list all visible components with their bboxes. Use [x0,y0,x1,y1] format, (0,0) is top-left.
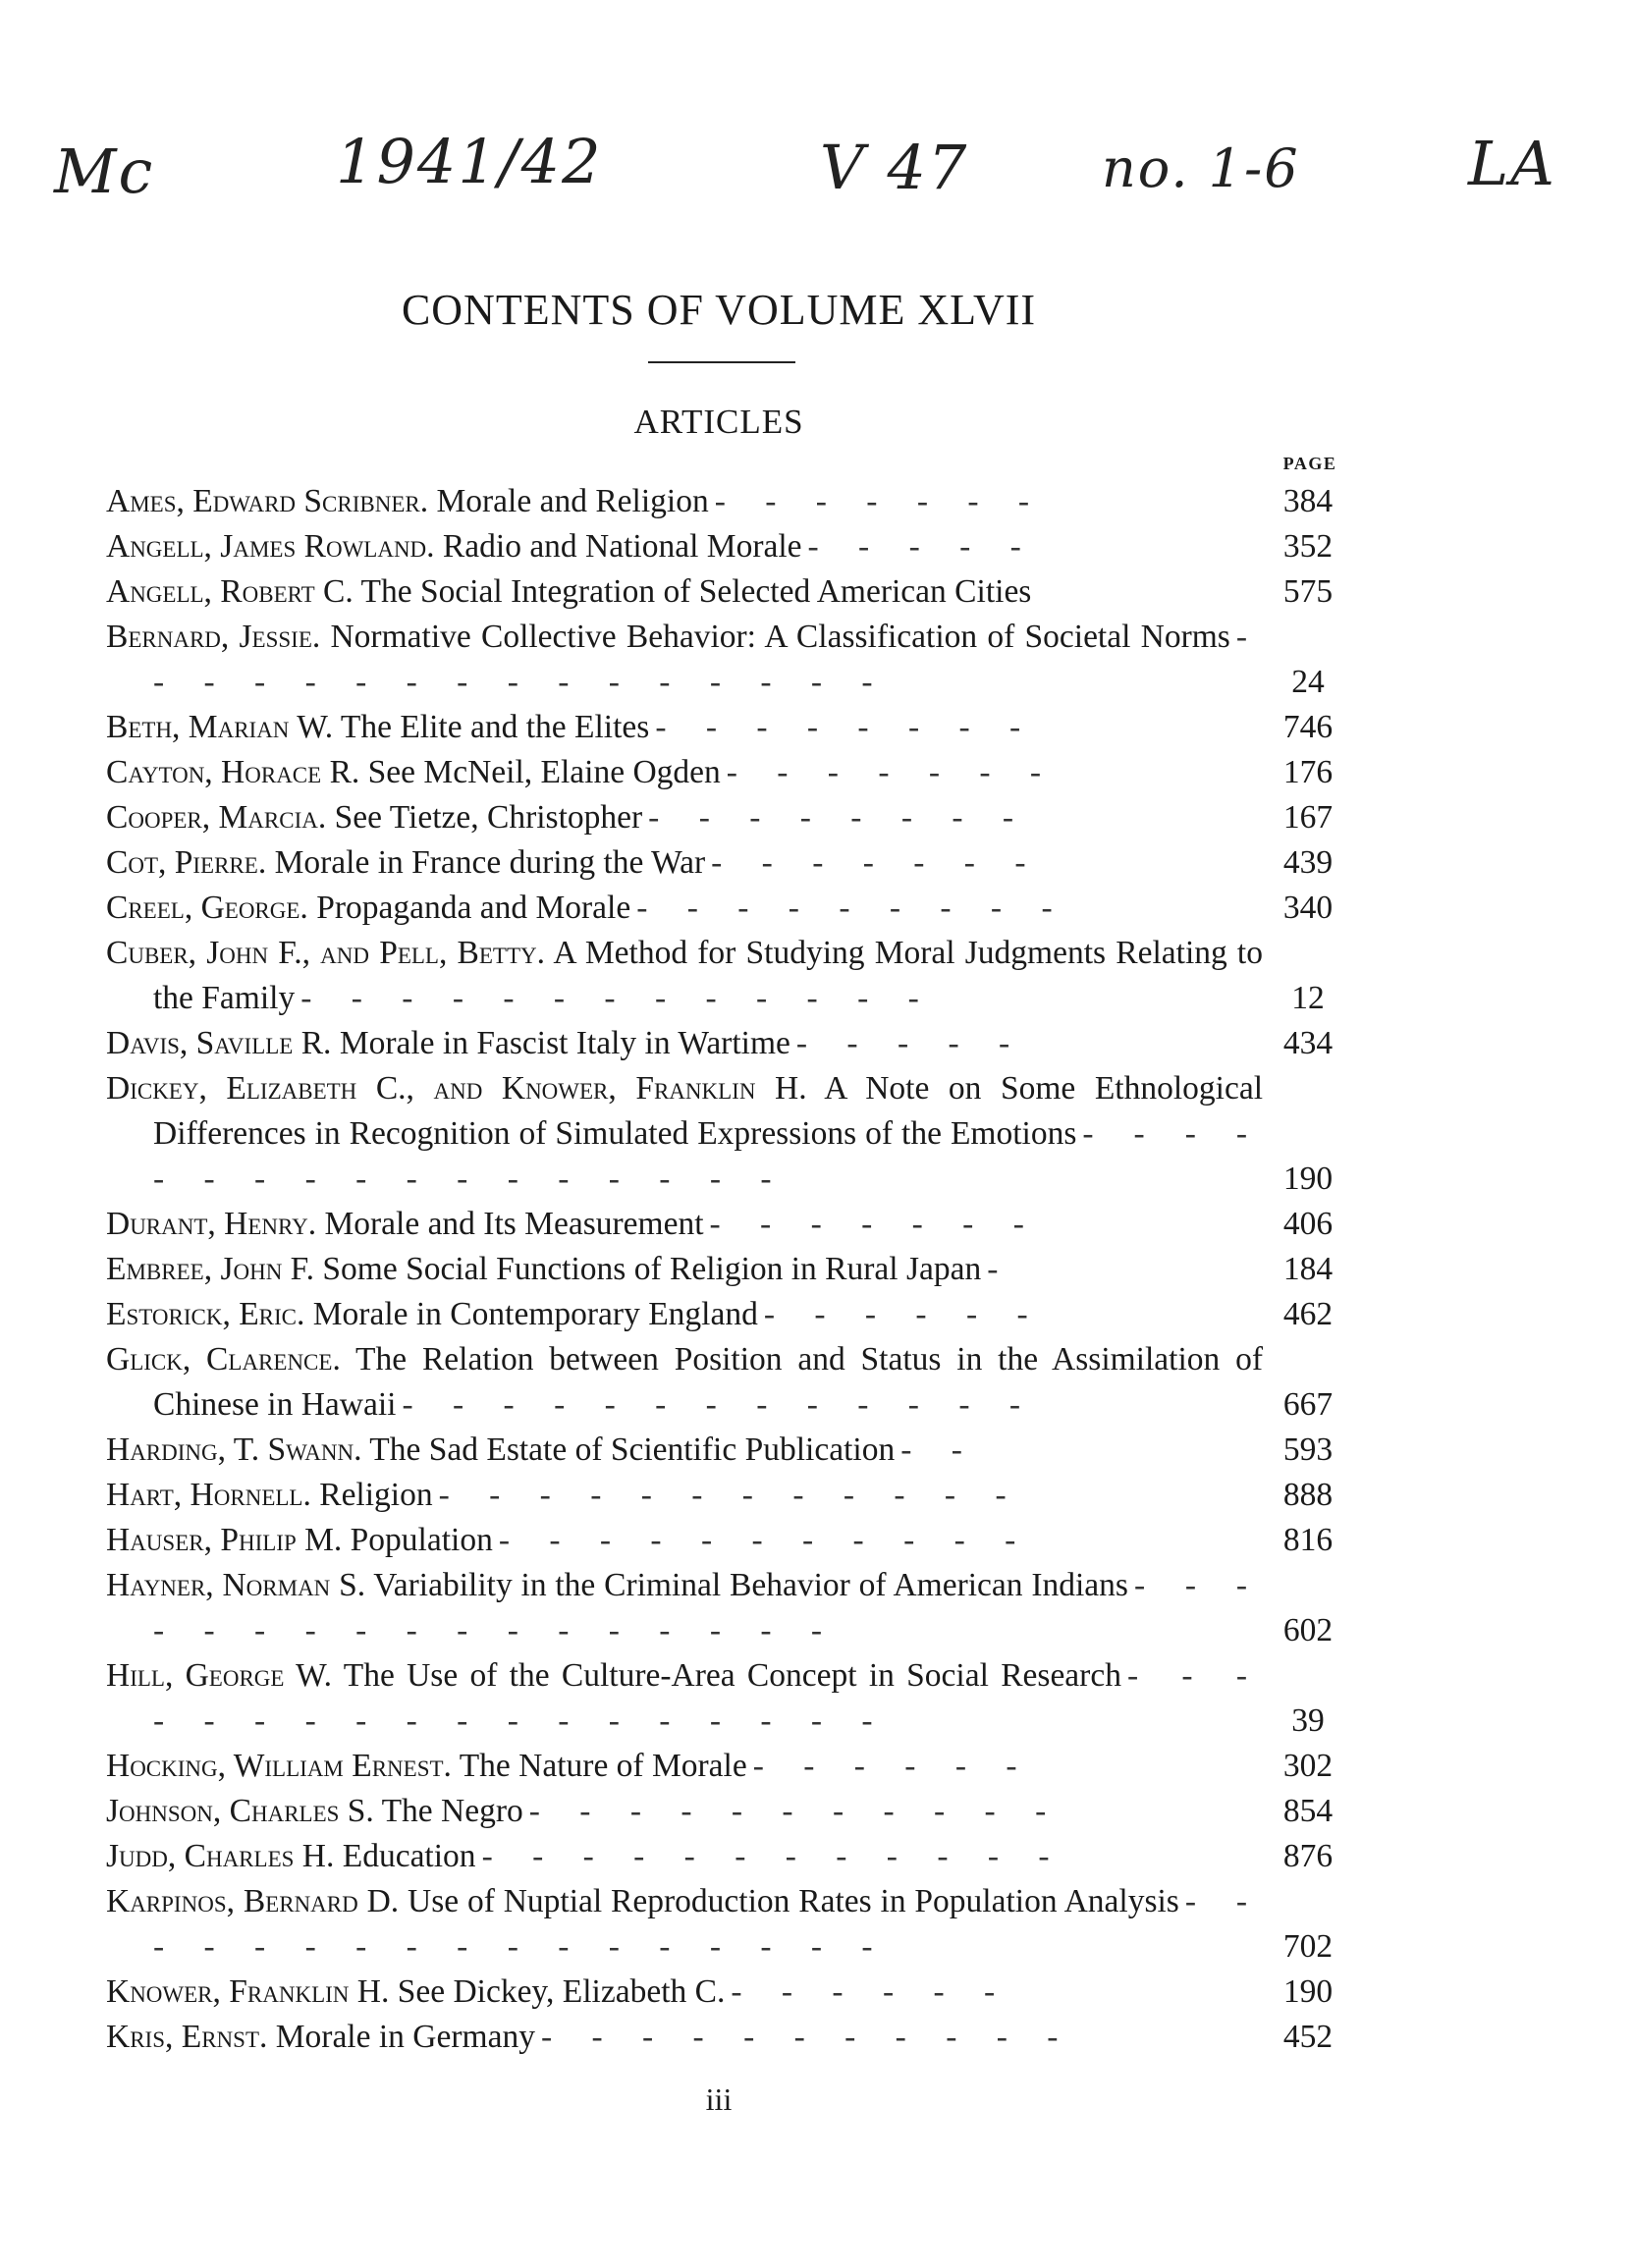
dot-leader: - - - - - - - - [655,709,1037,745]
contents-list [106,479,1343,2060]
entry-author: Cayton, Horace R. [106,754,360,790]
entry-page-number: 575 [1282,573,1334,610]
entry-text [106,479,1263,524]
entry-page-number: 184 [1282,1251,1334,1287]
entry-text [106,1337,1263,1428]
entry-page-number: 452 [1282,2019,1334,2055]
dot-leader: - - [900,1431,978,1468]
dot-leader: - - - - - - [763,1296,1044,1332]
entry-author: Creel, George. [106,890,308,926]
entry-author: Davis, Saville R. [106,1025,332,1061]
entry-author: Hayner, Norman S. [106,1567,366,1603]
contents-entry [106,705,1343,750]
entry-author: Bernard, Jessie. [106,619,321,655]
contents-entry [106,524,1343,569]
entry-text [106,1473,1263,1518]
entry-page-number: 854 [1282,1793,1334,1829]
contents-entry [106,1202,1343,1247]
dot-leader [1031,573,1037,610]
entry-text [106,2015,1263,2060]
entry-page-number: 190 [1282,1161,1334,1197]
contents-entry [106,1834,1343,1879]
dot-leader: - - - - - - - - - - - [528,1793,1062,1829]
entry-page-number: 406 [1282,1206,1334,1242]
entry-text [106,795,1263,840]
entry-text [106,569,1263,615]
entry-page-number: 746 [1282,709,1334,745]
marginalia-note: Mc [54,135,155,207]
contents-entry [106,1879,1343,1970]
entry-author: Knower, Franklin H. [106,1973,390,2010]
entry-text [106,886,1263,931]
marginalia-note: LA [1468,128,1556,199]
dot-leader: - - - - - - - - - - - - - - - - - [153,1567,1264,1648]
dot-leader: - - - - - - [752,1748,1033,1784]
entry-text [106,705,1263,750]
entry-title: The Social Integration of Selected American Cities [353,573,1032,610]
entry-title: Morale and Religion [428,483,709,519]
contents-entry [106,1473,1343,1518]
dot-leader: - - - - - - - - - - - - [481,1838,1065,1874]
dot-leader: - - - - - - - - - - - [498,1522,1032,1558]
dot-leader: - - - - - - - [726,754,1058,790]
entry-page-number: 39 [1291,1702,1325,1739]
entry-author: Glick, Clarence. [106,1341,341,1377]
entry-title: The Elite and the Elites [333,709,650,745]
marginalia-note: no. 1-6 [1102,137,1300,199]
dot-leader: - - - - - - - - - - - - - [402,1386,1037,1423]
entry-title: Religion [310,1477,433,1513]
entry-page-number: 667 [1282,1386,1334,1423]
entry-text [106,615,1263,705]
entry-title: See Dickey, Elizabeth C. [389,1973,726,2010]
entry-author: Karpinos, Bernard D. [106,1883,400,1919]
entry-title: Morale in Contemporary England [304,1296,758,1332]
entry-text [106,1563,1263,1653]
dot-leader: - - - - - - - - - - - - - [300,980,935,1016]
entry-text [106,840,1263,886]
entry-title: Morale in Fascist Italy in Wartime [331,1025,790,1061]
entry-author: Hart, Hornell. [106,1477,311,1513]
entry-page-number: 816 [1282,1522,1334,1558]
contents-entry [106,840,1343,886]
entry-author: Dickey, Elizabeth C., and Knower, Franklin H. [106,1070,807,1107]
contents-entry [106,1292,1343,1337]
entry-page-number: 167 [1282,799,1334,836]
entry-title: A Note on Some Ethnological Differences in Recognition of Simulated Expressions of the Emotions [153,1070,1264,1152]
contents-entry [106,1563,1343,1653]
contents-entry [106,1247,1343,1292]
dot-leader: - - - - - - [731,1973,1011,2010]
entry-page-number: 593 [1282,1431,1334,1468]
contents-entry [106,479,1343,524]
entry-author: Judd, Charles H. [106,1838,335,1874]
entry-title: The Relation between Position and Status in the Assimilation of Chinese in Hawaii [153,1341,1264,1423]
entry-author: Angell, James Rowland. [106,528,435,565]
dot-leader: - - - - - - - - - - - - - - - - - [153,1883,1264,1965]
entry-text [106,931,1263,1021]
dot-leader: - - - - - [795,1025,1026,1061]
entry-text [106,1292,1263,1337]
contents-entry [106,1518,1343,1563]
marginalia-note: 1941/42 [336,126,603,197]
page-column-label: PAGE [1282,454,1337,473]
entry-text [106,750,1263,795]
contents-entry [106,1970,1343,2015]
dot-leader: - - - - - - - - - - - - [438,1477,1022,1513]
entry-page-number: 24 [1291,664,1325,700]
entry-title: Population [342,1522,493,1558]
contents-entry [106,569,1343,615]
contents-entry [106,750,1343,795]
entry-author: Cot, Pierre. [106,844,267,881]
entry-page-number: 302 [1282,1748,1334,1784]
entry-title: Morale in Germany [267,2019,535,2055]
contents-entry [106,1428,1343,1473]
entry-text [106,1066,1263,1202]
entry-author: Beth, Marian W. [106,709,334,745]
contents-entry [106,1337,1343,1428]
entry-text [106,1789,1263,1834]
entry-page-number: 352 [1282,528,1334,565]
entry-title: The Negro [373,1793,523,1829]
dot-leader: - - - - - - - - - - - - - - - - - - [153,1657,1263,1739]
entry-title: A Method for Studying Moral Judgments Relating to the Family [153,935,1263,1016]
page-title: CONTENTS OF VOLUME XLVII [401,286,1037,334]
entry-author: Hocking, William Ernest. [106,1748,452,1784]
contents-entry [106,886,1343,931]
entry-text [106,1518,1263,1563]
contents-entry [106,1653,1343,1744]
entry-title: Normative Collective Behavior: A Classification of Societal Norms [320,619,1230,655]
entry-author: Hill, George W. [106,1657,333,1694]
entry-text [106,1428,1263,1473]
section-heading: ARTICLES [633,403,804,441]
entry-title: See McNeil, Elaine Ogden [359,754,721,790]
entry-text [106,524,1263,569]
dot-leader: - - - - - [807,528,1037,565]
entry-page-number: 340 [1282,890,1334,926]
entry-author: Kris, Ernst. [106,2019,268,2055]
entry-title: The Use of the Culture-Area Concept in Social Research [332,1657,1121,1694]
entry-title: Radio and National Morale [434,528,802,565]
entry-page-number: 602 [1282,1612,1334,1648]
contents-entry [106,931,1343,1021]
contents-entry [106,2015,1343,2060]
contents-entry [106,615,1343,705]
contents-entry [106,1744,1343,1789]
entry-title: The Sad Estate of Scientific Publication [361,1431,896,1468]
dot-leader: - - - - - - - - - - - - - - - - - [153,1115,1264,1197]
contents-entry [106,1021,1343,1066]
entry-page-number: 439 [1282,844,1334,881]
entry-text [106,1970,1263,2015]
dot-leader: - - - - - - - [711,844,1042,881]
contents-entry [106,1066,1343,1202]
entry-title: Some Social Functions of Religion in Rural Japan [314,1251,982,1287]
entry-title: Morale in France during the War [266,844,706,881]
entry-title: The Nature of Morale [451,1748,747,1784]
entry-page-number: 702 [1282,1928,1334,1965]
entry-author: Ames, Edward Scribner. [106,483,429,519]
dot-leader: - - - - - - - - - [636,890,1068,926]
entry-page-number: 176 [1282,754,1334,790]
page-folio: iii [705,2081,733,2117]
contents-entry [106,1789,1343,1834]
dot-leader: - - - - - - - - - - - [540,2019,1074,2055]
entry-page-number: 888 [1282,1477,1334,1513]
entry-author: Cuber, John F., and Pell, Betty. [106,935,546,971]
entry-author: Cooper, Marcia. [106,799,327,836]
entry-author: Estorick, Eric. [106,1296,305,1332]
entry-page-number: 384 [1282,483,1334,519]
entry-text [106,1247,1263,1292]
dot-leader: - - - - - - - - - - - - - - - - [153,619,1263,700]
entry-text [106,1653,1263,1744]
entry-text [106,1879,1263,1970]
entry-text [106,1744,1263,1789]
entry-title: Variability in the Criminal Behavior of American Indians [365,1567,1128,1603]
entry-author: Embree, John F. [106,1251,315,1287]
entry-author: Hauser, Philip M. [106,1522,343,1558]
dot-leader: - [987,1251,1014,1287]
handwritten-marginalia [0,116,1634,224]
entry-title: Propaganda and Morale [307,890,631,926]
entry-text [106,1834,1263,1879]
entry-title: See Tietze, Christopher [326,799,643,836]
entry-title: Use of Nuptial Reproduction Rates in Population Analysis [399,1883,1179,1919]
entry-page-number: 434 [1282,1025,1334,1061]
entry-author: Johnson, Charles S. [106,1793,374,1829]
entry-author: Durant, Henry. [106,1206,317,1242]
entry-page-number: 876 [1282,1838,1334,1874]
entry-page-number: 462 [1282,1296,1334,1332]
entry-author: Harding, T. Swann. [106,1431,362,1468]
entry-author: Angell, Robert C. [106,573,354,610]
dot-leader: - - - - - - - [714,483,1046,519]
entry-text [106,1202,1263,1247]
entry-text [106,1021,1263,1066]
marginalia-note: V 47 [820,132,969,203]
entry-title: Education [334,1838,476,1874]
dot-leader: - - - - - - - [709,1206,1040,1242]
dot-leader: - - - - - - - - [648,799,1030,836]
contents-entry [106,795,1343,840]
entry-page-number: 12 [1291,980,1325,1016]
entry-page-number: 190 [1282,1973,1334,2010]
title-rule [648,361,795,363]
entry-title: Morale and Its Measurement [316,1206,704,1242]
